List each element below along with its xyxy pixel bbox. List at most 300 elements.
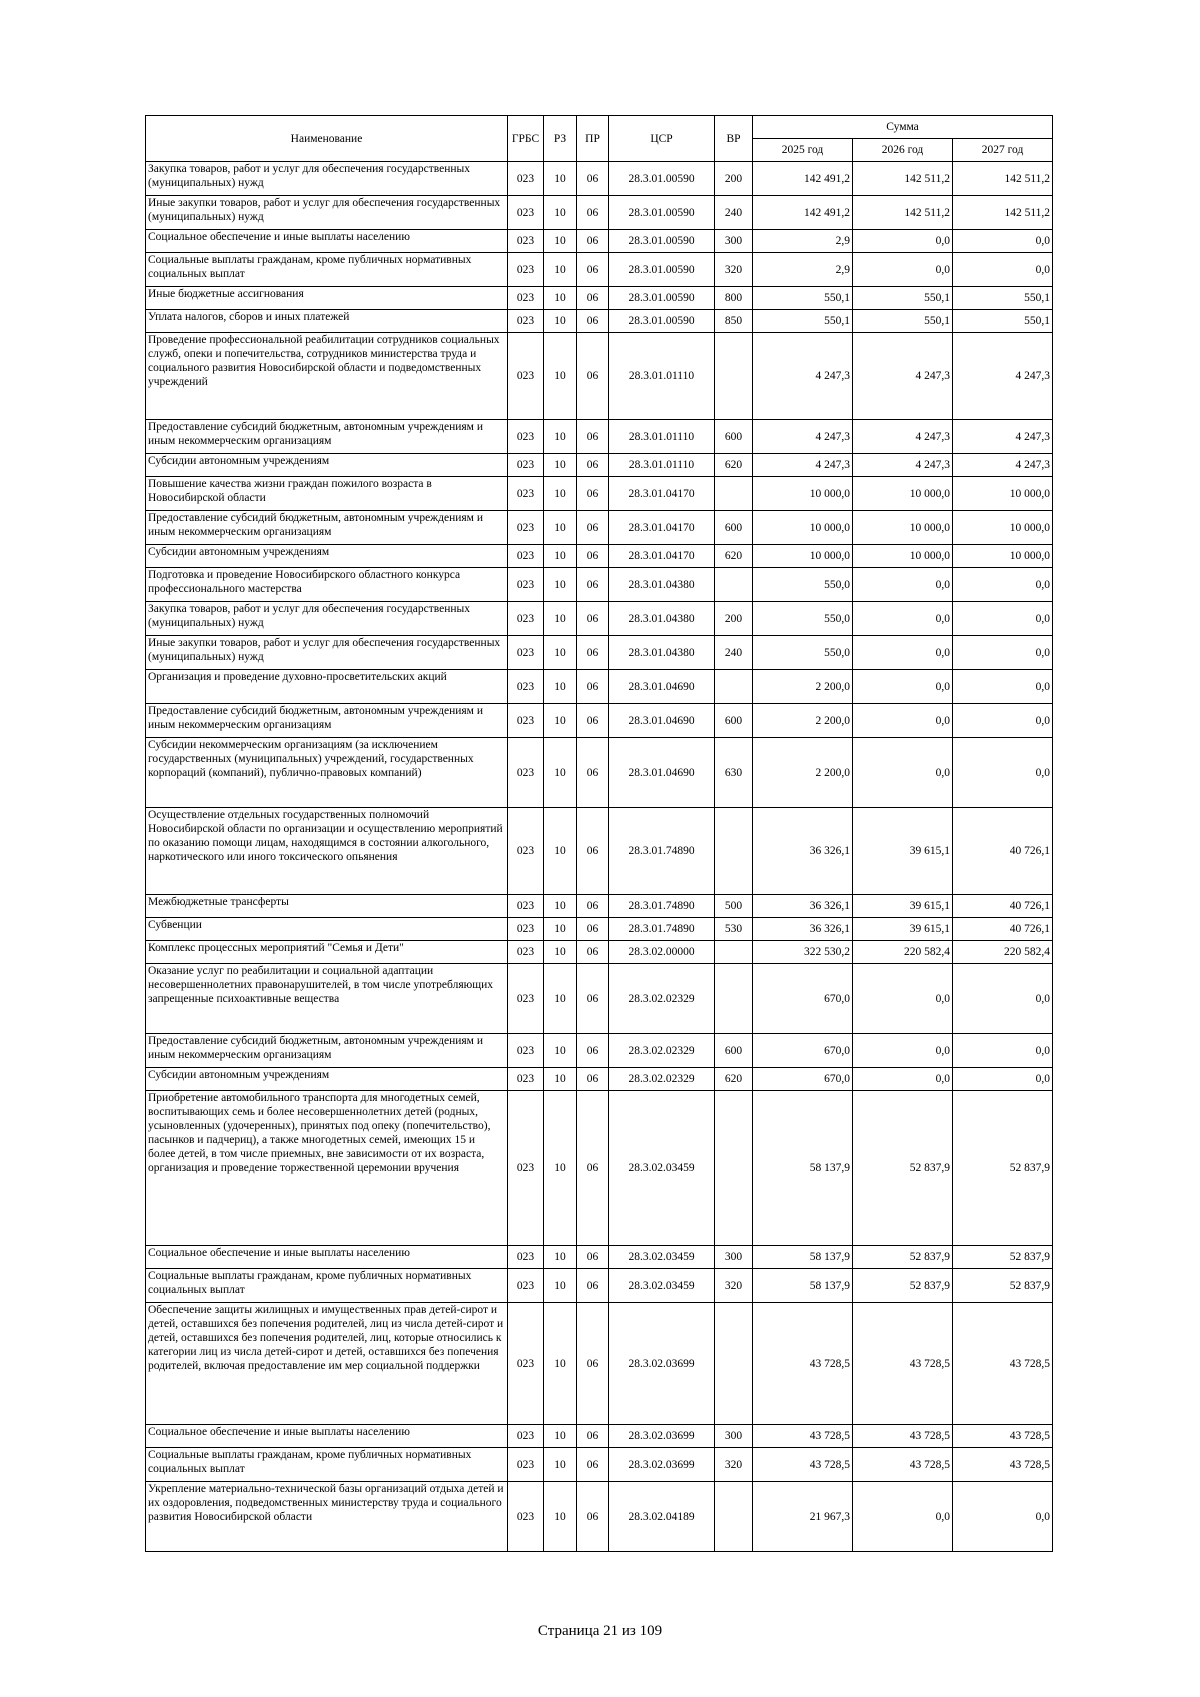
table-row — [146, 1246, 1053, 1269]
row-csr: 28.3.01.04380 — [609, 568, 715, 602]
row-csr: 28.3.01.01110 — [609, 454, 715, 477]
row-vr: 600 — [715, 704, 753, 738]
row-sum-2026: 43 728,5 — [853, 1303, 953, 1425]
row-sum-2026: 220 582,4 — [853, 941, 953, 964]
row-csr: 28.3.01.04170 — [609, 477, 715, 511]
row-vr — [715, 477, 753, 511]
row-rz: 10 — [544, 1068, 577, 1091]
row-grbs: 023 — [508, 310, 544, 333]
row-name: Субсидии автономным учреждениям — [146, 1068, 508, 1091]
row-sum-2026: 0,0 — [853, 1482, 953, 1552]
row-sum-2027: 52 837,9 — [953, 1269, 1053, 1303]
row-sum-2025: 43 728,5 — [753, 1425, 853, 1448]
row-rz: 10 — [544, 253, 577, 287]
row-pr: 06 — [577, 1269, 609, 1303]
row-sum-2027: 0,0 — [953, 568, 1053, 602]
row-grbs: 023 — [508, 287, 544, 310]
header-rz: РЗ — [544, 116, 577, 162]
row-name: Организация и проведение духовно-просветительских акций — [146, 670, 508, 704]
row-grbs: 023 — [508, 670, 544, 704]
row-grbs: 023 — [508, 545, 544, 568]
row-pr: 06 — [577, 1448, 609, 1482]
row-name: Укрепление материально-технической базы организаций отдыха детей и их оздоровления, подведомственных министерству труда и социального развития Новосибирской области — [146, 1482, 508, 1552]
row-rz: 10 — [544, 1246, 577, 1269]
row-csr: 28.3.01.04690 — [609, 704, 715, 738]
row-vr: 320 — [715, 1448, 753, 1482]
row-sum-2025: 36 326,1 — [753, 808, 853, 895]
row-name: Иные закупки товаров, работ и услуг для обеспечения государственных (муниципальных) нужд — [146, 196, 508, 230]
row-sum-2027: 0,0 — [953, 230, 1053, 253]
row-csr: 28.3.01.01110 — [609, 420, 715, 454]
row-sum-2027: 40 726,1 — [953, 918, 1053, 941]
table-body — [146, 162, 1053, 1552]
table-row — [146, 1269, 1053, 1303]
row-rz: 10 — [544, 1303, 577, 1425]
row-grbs: 023 — [508, 1448, 544, 1482]
row-sum-2026: 0,0 — [853, 1034, 953, 1068]
row-pr: 06 — [577, 454, 609, 477]
row-rz: 10 — [544, 545, 577, 568]
row-vr: 200 — [715, 162, 753, 196]
row-name: Подготовка и проведение Новосибирского областного конкурса профессионального мастерства — [146, 568, 508, 602]
row-rz: 10 — [544, 196, 577, 230]
row-vr: 600 — [715, 1034, 753, 1068]
row-pr: 06 — [577, 1425, 609, 1448]
row-pr: 06 — [577, 1091, 609, 1246]
row-name: Социальное обеспечение и иные выплаты населению — [146, 1425, 508, 1448]
row-grbs: 023 — [508, 1091, 544, 1246]
row-sum-2026: 4 247,3 — [853, 454, 953, 477]
header-vr: ВР — [715, 116, 753, 162]
row-csr: 28.3.01.74890 — [609, 895, 715, 918]
row-rz: 10 — [544, 704, 577, 738]
row-csr: 28.3.02.03459 — [609, 1246, 715, 1269]
row-grbs: 023 — [508, 454, 544, 477]
row-name: Межбюджетные трансферты — [146, 895, 508, 918]
row-vr — [715, 1303, 753, 1425]
row-csr: 28.3.01.04170 — [609, 545, 715, 568]
row-pr: 06 — [577, 602, 609, 636]
row-rz: 10 — [544, 287, 577, 310]
row-sum-2026: 4 247,3 — [853, 420, 953, 454]
row-sum-2026: 52 837,9 — [853, 1246, 953, 1269]
row-sum-2027: 0,0 — [953, 1068, 1053, 1091]
row-grbs: 023 — [508, 511, 544, 545]
row-sum-2025: 58 137,9 — [753, 1091, 853, 1246]
row-sum-2026: 52 837,9 — [853, 1091, 953, 1246]
row-sum-2026: 43 728,5 — [853, 1448, 953, 1482]
row-sum-2027: 220 582,4 — [953, 941, 1053, 964]
row-csr: 28.3.01.74890 — [609, 918, 715, 941]
table-row — [146, 1303, 1053, 1425]
row-pr: 06 — [577, 420, 609, 454]
row-sum-2025: 36 326,1 — [753, 895, 853, 918]
table-row — [146, 1425, 1053, 1448]
row-grbs: 023 — [508, 196, 544, 230]
row-csr: 28.3.02.02329 — [609, 1034, 715, 1068]
row-grbs: 023 — [508, 602, 544, 636]
row-vr: 300 — [715, 1246, 753, 1269]
table-row — [146, 1448, 1053, 1482]
row-sum-2026: 0,0 — [853, 670, 953, 704]
table-row — [146, 895, 1053, 918]
row-vr — [715, 670, 753, 704]
row-grbs: 023 — [508, 162, 544, 196]
row-rz: 10 — [544, 230, 577, 253]
row-sum-2027: 0,0 — [953, 1482, 1053, 1552]
row-sum-2027: 10 000,0 — [953, 545, 1053, 568]
row-sum-2027: 4 247,3 — [953, 333, 1053, 420]
row-vr: 800 — [715, 287, 753, 310]
row-name: Социальное обеспечение и иные выплаты населению — [146, 230, 508, 253]
row-sum-2025: 43 728,5 — [753, 1448, 853, 1482]
row-vr: 630 — [715, 738, 753, 808]
row-name: Приобретение автомобильного транспорта для многодетных семей, воспитывающих семь и более несовершеннолетних детей (родных, усыновленных (удочеренных), принятых под опеку (попечительство), пасынков и падчериц), а также многодетных семей, имеющих 15 и более детей, в том числе приемных, вне зависимости от их возраста, организация и проведение торжественной церемонии вручения — [146, 1091, 508, 1246]
table-row — [146, 420, 1053, 454]
row-sum-2026: 10 000,0 — [853, 511, 953, 545]
table-row — [146, 511, 1053, 545]
table-row — [146, 1034, 1053, 1068]
row-csr: 28.3.01.04690 — [609, 738, 715, 808]
table-row — [146, 1091, 1053, 1246]
row-sum-2026: 550,1 — [853, 287, 953, 310]
row-sum-2025: 43 728,5 — [753, 1303, 853, 1425]
row-pr: 06 — [577, 941, 609, 964]
row-rz: 10 — [544, 1448, 577, 1482]
row-name: Субвенции — [146, 918, 508, 941]
row-rz: 10 — [544, 1269, 577, 1303]
row-sum-2027: 40 726,1 — [953, 895, 1053, 918]
row-vr: 850 — [715, 310, 753, 333]
row-grbs: 023 — [508, 964, 544, 1034]
row-sum-2026: 39 615,1 — [853, 808, 953, 895]
row-name: Оказание услуг по реабилитации и социальной адаптации несовершеннолетних правонарушителей, в том числе употребляющих запрещенные психоактивные вещества — [146, 964, 508, 1034]
row-rz: 10 — [544, 941, 577, 964]
row-sum-2026: 142 511,2 — [853, 196, 953, 230]
row-sum-2027: 0,0 — [953, 602, 1053, 636]
row-vr: 500 — [715, 895, 753, 918]
row-rz: 10 — [544, 670, 577, 704]
row-name: Закупка товаров, работ и услуг для обеспечения государственных (муниципальных) нужд — [146, 602, 508, 636]
row-sum-2027: 43 728,5 — [953, 1425, 1053, 1448]
row-sum-2025: 2 200,0 — [753, 670, 853, 704]
row-sum-2026: 0,0 — [853, 253, 953, 287]
row-sum-2026: 0,0 — [853, 738, 953, 808]
row-sum-2026: 0,0 — [853, 568, 953, 602]
row-sum-2025: 21 967,3 — [753, 1482, 853, 1552]
row-sum-2026: 550,1 — [853, 310, 953, 333]
row-sum-2026: 142 511,2 — [853, 162, 953, 196]
row-pr: 06 — [577, 895, 609, 918]
row-grbs: 023 — [508, 230, 544, 253]
header-pr: ПР — [577, 116, 609, 162]
row-pr: 06 — [577, 918, 609, 941]
header-year-2025: 2025 год — [753, 139, 853, 162]
row-sum-2027: 0,0 — [953, 636, 1053, 670]
row-rz: 10 — [544, 964, 577, 1034]
row-csr: 28.3.02.02329 — [609, 1068, 715, 1091]
row-grbs: 023 — [508, 1068, 544, 1091]
row-csr: 28.3.02.02329 — [609, 964, 715, 1034]
row-sum-2025: 670,0 — [753, 964, 853, 1034]
row-rz: 10 — [544, 333, 577, 420]
row-csr: 28.3.02.00000 — [609, 941, 715, 964]
row-pr: 06 — [577, 964, 609, 1034]
row-vr: 530 — [715, 918, 753, 941]
row-csr: 28.3.01.04380 — [609, 636, 715, 670]
row-sum-2025: 142 491,2 — [753, 196, 853, 230]
row-grbs: 023 — [508, 941, 544, 964]
row-sum-2027: 0,0 — [953, 670, 1053, 704]
row-pr: 06 — [577, 670, 609, 704]
table-row — [146, 568, 1053, 602]
row-sum-2027: 142 511,2 — [953, 196, 1053, 230]
row-name: Социальные выплаты гражданам, кроме публичных нормативных социальных выплат — [146, 253, 508, 287]
row-sum-2025: 322 530,2 — [753, 941, 853, 964]
row-pr: 06 — [577, 196, 609, 230]
row-sum-2025: 36 326,1 — [753, 918, 853, 941]
row-name: Закупка товаров, работ и услуг для обеспечения государственных (муниципальных) нужд — [146, 162, 508, 196]
row-vr: 620 — [715, 545, 753, 568]
row-rz: 10 — [544, 1034, 577, 1068]
row-vr: 200 — [715, 602, 753, 636]
row-sum-2027: 43 728,5 — [953, 1303, 1053, 1425]
row-sum-2025: 58 137,9 — [753, 1246, 853, 1269]
row-name: Иные бюджетные ассигнования — [146, 287, 508, 310]
table-row — [146, 964, 1053, 1034]
row-name: Предоставление субсидий бюджетным, автономным учреждениям и иным некоммерческим организациям — [146, 511, 508, 545]
row-name: Предоставление субсидий бюджетным, автономным учреждениям и иным некоммерческим организациям — [146, 420, 508, 454]
row-grbs: 023 — [508, 704, 544, 738]
row-vr — [715, 1091, 753, 1246]
table-row — [146, 230, 1053, 253]
row-name: Комплекс процессных мероприятий "Семья и Дети" — [146, 941, 508, 964]
row-csr: 28.3.01.04690 — [609, 670, 715, 704]
row-grbs: 023 — [508, 808, 544, 895]
row-csr: 28.3.02.03459 — [609, 1091, 715, 1246]
table-row — [146, 477, 1053, 511]
row-sum-2027: 0,0 — [953, 964, 1053, 1034]
row-vr: 320 — [715, 253, 753, 287]
row-sum-2025: 10 000,0 — [753, 511, 853, 545]
table-row — [146, 333, 1053, 420]
row-pr: 06 — [577, 287, 609, 310]
table-row — [146, 1068, 1053, 1091]
row-sum-2026: 0,0 — [853, 1068, 953, 1091]
row-csr: 28.3.02.03699 — [609, 1425, 715, 1448]
header-grbs: ГРБС — [508, 116, 544, 162]
row-csr: 28.3.01.01110 — [609, 333, 715, 420]
row-sum-2026: 39 615,1 — [853, 918, 953, 941]
row-name: Иные закупки товаров, работ и услуг для обеспечения государственных (муниципальных) нужд — [146, 636, 508, 670]
row-rz: 10 — [544, 310, 577, 333]
row-vr: 300 — [715, 230, 753, 253]
row-name: Обеспечение защиты жилищных и имущественных прав детей-сирот и детей, оставшихся без попечения родителей, лиц из числа детей-сирот и детей, оставшихся без попечения родителей, лиц, которые относились к категории лиц из числа детей-сирот и детей, оставшихся без попечения родителей, включая предоставление им мер социальной поддержки — [146, 1303, 508, 1425]
row-pr: 06 — [577, 253, 609, 287]
row-csr: 28.3.01.74890 — [609, 808, 715, 895]
row-grbs: 023 — [508, 1303, 544, 1425]
table-row — [146, 545, 1053, 568]
row-sum-2027: 52 837,9 — [953, 1091, 1053, 1246]
row-sum-2026: 0,0 — [853, 964, 953, 1034]
row-csr: 28.3.01.00590 — [609, 287, 715, 310]
row-sum-2027: 0,0 — [953, 738, 1053, 808]
row-rz: 10 — [544, 602, 577, 636]
row-vr: 620 — [715, 454, 753, 477]
row-grbs: 023 — [508, 1246, 544, 1269]
row-sum-2025: 550,0 — [753, 568, 853, 602]
row-sum-2026: 43 728,5 — [853, 1425, 953, 1448]
row-vr: 320 — [715, 1269, 753, 1303]
row-pr: 06 — [577, 568, 609, 602]
row-rz: 10 — [544, 918, 577, 941]
row-pr: 06 — [577, 636, 609, 670]
row-sum-2027: 40 726,1 — [953, 808, 1053, 895]
row-sum-2025: 4 247,3 — [753, 454, 853, 477]
row-csr: 28.3.01.00590 — [609, 162, 715, 196]
row-csr: 28.3.01.04380 — [609, 602, 715, 636]
row-vr: 600 — [715, 511, 753, 545]
row-name: Повышение качества жизни граждан пожилого возраста в Новосибирской области — [146, 477, 508, 511]
row-sum-2027: 4 247,3 — [953, 420, 1053, 454]
row-vr — [715, 941, 753, 964]
row-pr: 06 — [577, 333, 609, 420]
row-vr: 600 — [715, 420, 753, 454]
row-name: Субсидии автономным учреждениям — [146, 454, 508, 477]
table-row — [146, 253, 1053, 287]
row-csr: 28.3.01.00590 — [609, 230, 715, 253]
row-grbs: 023 — [508, 477, 544, 511]
row-sum-2025: 670,0 — [753, 1068, 853, 1091]
row-name: Уплата налогов, сборов и иных платежей — [146, 310, 508, 333]
row-rz: 10 — [544, 895, 577, 918]
row-sum-2027: 10 000,0 — [953, 477, 1053, 511]
row-grbs: 023 — [508, 1482, 544, 1552]
row-grbs: 023 — [508, 1425, 544, 1448]
row-rz: 10 — [544, 477, 577, 511]
row-sum-2025: 2,9 — [753, 230, 853, 253]
budget-table — [145, 115, 1053, 1552]
table-row — [146, 704, 1053, 738]
row-csr: 28.3.02.04189 — [609, 1482, 715, 1552]
row-sum-2027: 4 247,3 — [953, 454, 1053, 477]
row-pr: 06 — [577, 1482, 609, 1552]
row-sum-2027: 10 000,0 — [953, 511, 1053, 545]
header-year-2027: 2027 год — [953, 139, 1053, 162]
row-sum-2025: 550,0 — [753, 636, 853, 670]
row-grbs: 023 — [508, 895, 544, 918]
row-sum-2027: 550,1 — [953, 287, 1053, 310]
row-sum-2025: 2,9 — [753, 253, 853, 287]
row-pr: 06 — [577, 704, 609, 738]
row-rz: 10 — [544, 511, 577, 545]
row-name: Предоставление субсидий бюджетным, автономным учреждениям и иным некоммерческим организациям — [146, 704, 508, 738]
row-sum-2027: 52 837,9 — [953, 1246, 1053, 1269]
row-pr: 06 — [577, 230, 609, 253]
row-grbs: 023 — [508, 918, 544, 941]
row-rz: 10 — [544, 454, 577, 477]
row-sum-2027: 0,0 — [953, 253, 1053, 287]
row-grbs: 023 — [508, 420, 544, 454]
row-pr: 06 — [577, 808, 609, 895]
row-sum-2025: 10 000,0 — [753, 545, 853, 568]
page-number: Страница 21 из 109 — [537, 1623, 663, 1639]
row-name: Осуществление отдельных государственных полномочий Новосибирской области по организации и осуществлению мероприятий по оказанию помощи лицам, находящимся в состоянии алкогольного, наркотического или иного токсического опьянения — [146, 808, 508, 895]
row-grbs: 023 — [508, 738, 544, 808]
row-sum-2026: 39 615,1 — [853, 895, 953, 918]
row-rz: 10 — [544, 808, 577, 895]
row-csr: 28.3.01.00590 — [609, 196, 715, 230]
row-rz: 10 — [544, 1425, 577, 1448]
header-csr: ЦСР — [609, 116, 715, 162]
row-rz: 10 — [544, 1482, 577, 1552]
row-grbs: 023 — [508, 1269, 544, 1303]
row-sum-2025: 4 247,3 — [753, 333, 853, 420]
row-sum-2025: 142 491,2 — [753, 162, 853, 196]
row-vr: 620 — [715, 1068, 753, 1091]
table-row — [146, 287, 1053, 310]
row-sum-2026: 52 837,9 — [853, 1269, 953, 1303]
table-row — [146, 636, 1053, 670]
row-rz: 10 — [544, 636, 577, 670]
row-vr: 240 — [715, 636, 753, 670]
row-sum-2025: 550,0 — [753, 602, 853, 636]
row-csr: 28.3.01.00590 — [609, 310, 715, 333]
row-grbs: 023 — [508, 253, 544, 287]
row-grbs: 023 — [508, 636, 544, 670]
row-vr — [715, 568, 753, 602]
table-row — [146, 918, 1053, 941]
row-name: Субсидии некоммерческим организациям (за исключением государственных (муниципальных) учреждений, государственных корпораций (компаний), публично-правовых компаний) — [146, 738, 508, 808]
row-sum-2025: 10 000,0 — [753, 477, 853, 511]
header-name: Наименование — [146, 116, 508, 162]
table-row — [146, 808, 1053, 895]
row-sum-2027: 142 511,2 — [953, 162, 1053, 196]
row-vr — [715, 333, 753, 420]
row-sum-2026: 4 247,3 — [853, 333, 953, 420]
row-csr: 28.3.01.00590 — [609, 253, 715, 287]
row-sum-2025: 2 200,0 — [753, 738, 853, 808]
row-sum-2025: 4 247,3 — [753, 420, 853, 454]
row-pr: 06 — [577, 1246, 609, 1269]
row-name: Проведение профессиональной реабилитации сотрудников социальных служб, опеки и попечительства, сотрудников министерства труда и социального развития Новосибирской области и подведомственных учреждений — [146, 333, 508, 420]
row-name: Социальные выплаты гражданам, кроме публичных нормативных социальных выплат — [146, 1269, 508, 1303]
table-row — [146, 941, 1053, 964]
row-rz: 10 — [544, 420, 577, 454]
row-rz: 10 — [544, 1091, 577, 1246]
row-sum-2027: 550,1 — [953, 310, 1053, 333]
row-csr: 28.3.02.03699 — [609, 1448, 715, 1482]
row-rz: 10 — [544, 568, 577, 602]
row-grbs: 023 — [508, 333, 544, 420]
row-sum-2027: 0,0 — [953, 704, 1053, 738]
row-pr: 06 — [577, 477, 609, 511]
row-rz: 10 — [544, 738, 577, 808]
row-sum-2025: 2 200,0 — [753, 704, 853, 738]
row-sum-2025: 670,0 — [753, 1034, 853, 1068]
row-pr: 06 — [577, 1034, 609, 1068]
row-csr: 28.3.02.03699 — [609, 1303, 715, 1425]
table-row — [146, 454, 1053, 477]
row-sum-2026: 0,0 — [853, 230, 953, 253]
row-pr: 06 — [577, 1068, 609, 1091]
table-row — [146, 602, 1053, 636]
row-csr: 28.3.01.04170 — [609, 511, 715, 545]
row-rz: 10 — [544, 162, 577, 196]
row-sum-2027: 43 728,5 — [953, 1448, 1053, 1482]
row-vr: 240 — [715, 196, 753, 230]
row-pr: 06 — [577, 310, 609, 333]
